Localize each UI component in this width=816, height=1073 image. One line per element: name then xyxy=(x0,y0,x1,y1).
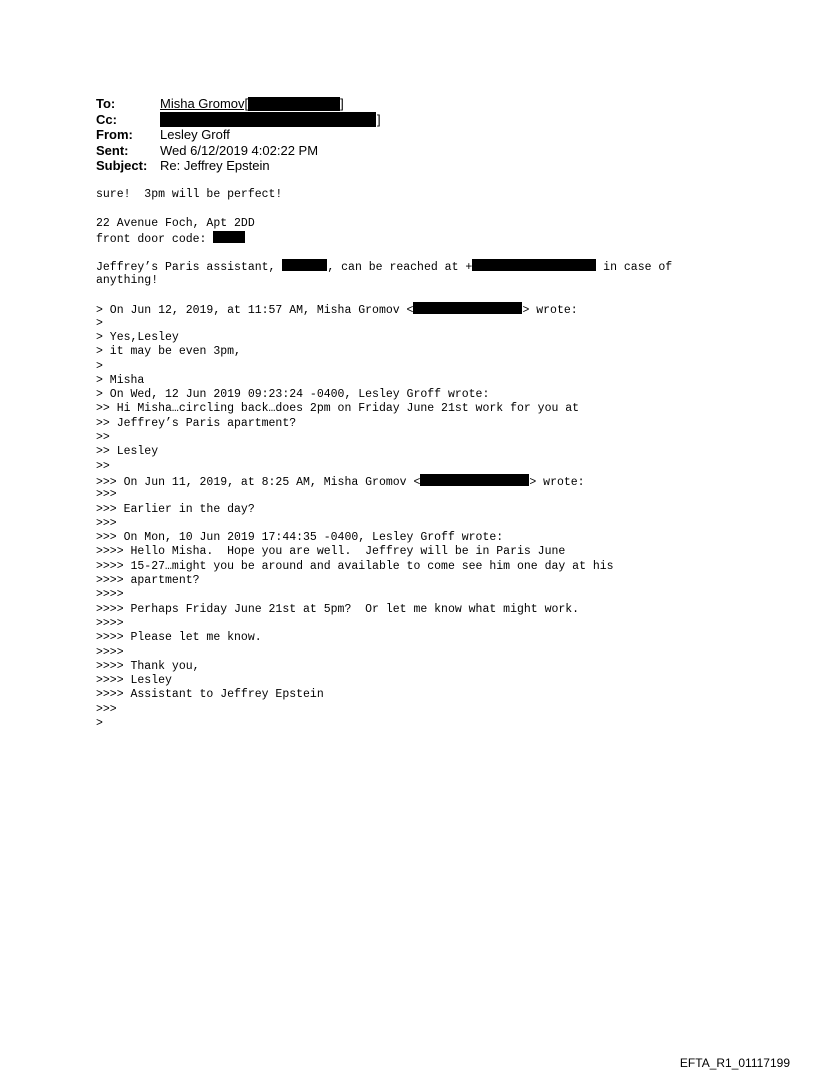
quoted-line: >>>> Lesley xyxy=(96,674,172,688)
body-line: sure! 3pm will be perfect! xyxy=(96,188,283,201)
from-label: From: xyxy=(96,127,133,142)
body-text: , can be reached at + xyxy=(327,261,473,275)
quoted-text: >>> On Jun 11, 2019, at 8:25 AM, Misha Gromov < xyxy=(96,475,421,489)
sent-value: Wed 6/12/2019 4:02:22 PM xyxy=(160,142,319,158)
body-line xyxy=(96,231,736,245)
quoted-line: > On Wed, 12 Jun 2019 09:23:24 -0400, Lesley Groff wrote: xyxy=(96,388,490,402)
quoted-line: >> xyxy=(96,459,110,473)
quoted-line: > Yes,Lesley xyxy=(96,330,179,344)
subject-value: Re: Jeffrey Epstein xyxy=(160,158,270,173)
quoted-text: > wrote: xyxy=(522,304,578,318)
quoted-line: >>>> Please let me know. xyxy=(96,631,262,645)
quoted-line: >> xyxy=(96,431,110,445)
email-body xyxy=(96,188,736,731)
redaction-box xyxy=(282,259,327,271)
quoted-line: >> Lesley xyxy=(96,445,159,459)
quoted-line: >>> xyxy=(96,488,117,502)
quoted-line: >>>> xyxy=(96,645,124,659)
redaction-box xyxy=(472,259,596,271)
quoted-line: >>> xyxy=(96,702,117,716)
quoted-line: >> Jeffrey’s Paris apartment? xyxy=(96,416,297,430)
blank-line xyxy=(96,288,736,302)
redaction-box xyxy=(248,97,340,111)
quoted-line: >>>> Assistant to Jeffrey Epstein xyxy=(96,688,324,702)
blank-line xyxy=(96,202,736,216)
document-id: EFTA_R1_01117199 xyxy=(679,1056,790,1070)
subject-label: Subject: xyxy=(96,158,148,173)
quoted-line: >>>> Hello Misha. Hope you are well. Jeffrey will be in Paris June xyxy=(96,545,566,559)
to-row xyxy=(96,96,381,112)
quoted-line: > xyxy=(96,316,103,330)
cc-label: Cc: xyxy=(96,111,117,127)
redaction-box xyxy=(213,231,245,243)
quoted-text: > On Jun 12, 2019, at 11:57 AM, Misha Gromov < xyxy=(96,304,414,318)
to-field xyxy=(160,96,344,112)
to-label: To: xyxy=(96,96,116,111)
quoted-line xyxy=(96,302,736,316)
sent-row xyxy=(96,143,381,159)
cc-close-bracket: ] xyxy=(377,111,381,127)
quoted-line: >>> On Mon, 10 Jun 2019 17:44:35 -0400, Lesley Groff wrote: xyxy=(96,531,504,545)
quoted-line: > xyxy=(96,359,103,373)
to-value: Misha Gromov[ xyxy=(160,96,249,111)
door-code-label: front door code: xyxy=(96,232,214,246)
from-value: Lesley Groff xyxy=(160,127,230,142)
quoted-line: > Misha xyxy=(96,373,145,387)
cc-row xyxy=(96,112,381,128)
body-line: anything! xyxy=(96,273,159,287)
quoted-line: >>>> apartment? xyxy=(96,574,200,588)
blank-line xyxy=(96,245,736,259)
quoted-line xyxy=(96,474,736,488)
quoted-line: >>> Earlier in the day? xyxy=(96,502,255,516)
quoted-text: > wrote: xyxy=(529,475,585,489)
quoted-line: >> Hi Misha…circling back…does 2pm on Friday June 21st work for you at xyxy=(96,402,580,416)
quoted-line: >>>> xyxy=(96,616,124,630)
quoted-line: >>> xyxy=(96,516,117,530)
quoted-line: > xyxy=(96,716,103,730)
subject-row xyxy=(96,158,381,174)
sent-label: Sent: xyxy=(96,142,129,158)
quoted-line: >>>> 15-27…might you be around and available to come see him one day at his xyxy=(96,559,614,573)
redaction-box xyxy=(160,112,376,127)
quoted-line: >>>> Perhaps Friday June 21st at 5pm? Or let me know what might work. xyxy=(96,602,580,616)
from-row xyxy=(96,127,381,143)
quoted-line: >>>> Thank you, xyxy=(96,659,200,673)
redaction-box xyxy=(413,302,522,314)
email-header xyxy=(96,96,381,174)
body-text: Jeffrey’s Paris assistant, xyxy=(96,261,283,275)
redaction-box xyxy=(420,474,529,486)
body-line: 22 Avenue Foch, Apt 2DD xyxy=(96,216,255,230)
cc-field xyxy=(160,112,381,128)
to-close-bracket: ] xyxy=(340,96,344,111)
body-line xyxy=(96,259,736,273)
quoted-line: > it may be even 3pm, xyxy=(96,345,241,359)
body-text: in case of xyxy=(596,261,673,275)
quoted-line: >>>> xyxy=(96,588,124,602)
